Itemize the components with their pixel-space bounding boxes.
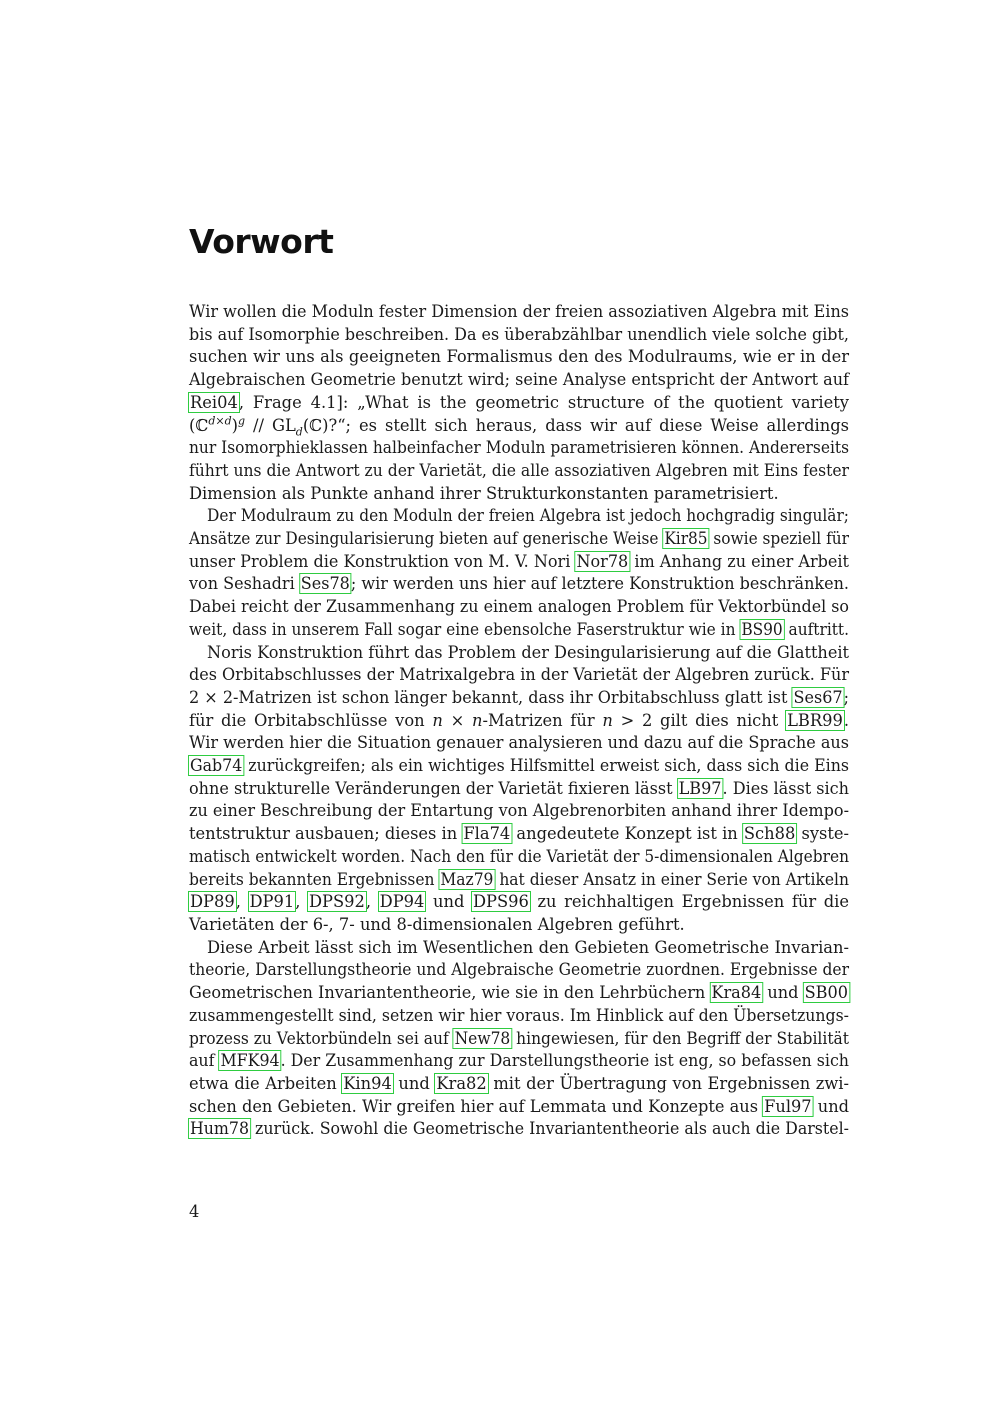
math-subscript: d [295,424,303,438]
text-line [189,1118,849,1141]
text-run: . Dies lässt sich [722,778,849,798]
text-line [189,1005,849,1028]
text-run: führt uns die Antwort zu der Varietät, die alle assoziativen Algebren mit Eins fester [189,460,849,480]
citation-link[interactable]: Sch88 [743,824,796,844]
text-run: matisch entwickelt worden. Nach den für die Varietät der 5-dimensionalen Algebren [189,846,849,866]
text-line [189,437,849,460]
text-line [189,982,849,1005]
math-text: (ℂ)?“ [302,415,346,435]
text-run: > 2 gilt dies nicht [612,710,787,730]
citation-link[interactable]: DPS96 [472,892,529,912]
text-line [189,619,849,642]
text-run: 2 × 2-Matrizen ist schon länger bekannt, dass ihr Orbitabschluss glatt ist [189,687,793,707]
text-run: Geometrischen Invariantentheorie, wie sie in den Lehrbüchern [189,983,711,1003]
text-line [189,891,849,914]
citation-link[interactable]: Fla74 [463,824,511,844]
citation-link[interactable]: LBR99 [787,710,843,730]
text-run: theorie, Darstellungstheorie und Algebraische Geometrie zuordnen. Ergebnisse der [189,960,849,980]
text-run: angedeutete Konzept ist in [511,824,743,844]
text-run: nur Isomorphieklassen halbeinfacher Moduln parametrisieren können. Andererseits [189,438,849,458]
text-run: für die Orbitabschlüsse von [189,710,433,730]
citation-link[interactable]: Gab74 [189,756,243,776]
text-run: Wir werden hier die Situation genauer analysieren und dazu auf die Sprache aus [189,733,849,753]
citation-link[interactable]: DP94 [379,892,425,912]
text-run: sowie speziell für [708,529,849,549]
text-line [189,1028,849,1051]
text-line [189,369,849,392]
paragraph [189,642,849,937]
text-line [189,914,849,937]
text-run: ; [843,687,849,707]
text-run: ohne strukturelle Veränderungen der Varietät fixieren lässt [189,778,678,798]
text-run: syste- [796,824,849,844]
citation-link[interactable]: LB97 [678,778,722,798]
citation-link[interactable]: BS90 [741,619,783,639]
citation-link[interactable]: DP91 [249,892,295,912]
text-run: ; wir werden uns hier auf letztere Konstruktion beschränken. [350,574,849,594]
text-run: zu einer Beschreibung der Entartung von Algebrenorbiten anhand ihrer Idempo- [189,801,849,821]
text-line [189,505,849,528]
page-number: 4 [189,1202,200,1221]
text-line [189,324,849,347]
text-run: Der Modulraum zu den Moduln der freien Algebra ist jedoch hochgradig singulär; [207,506,849,526]
citation-link[interactable]: Kir85 [664,529,708,549]
text-run: Ansätze zur Desingularisierung bieten auf generische Weise [189,529,664,549]
text-run: und [425,892,472,912]
paragraph [189,505,849,641]
text-line [189,778,849,801]
text-run: , [235,892,249,912]
text-line [189,1096,849,1119]
text-run: zurück. Sowohl die Geometrische Invariantentheorie als auch die Darstel- [249,1119,849,1139]
text-run: mit der Übertragung von Ergebnissen zwi- [487,1073,849,1093]
text-run: und [812,1096,849,1116]
text-line [189,483,849,506]
text-run: , Frage 4.1]: „What is the geometric structure of the quotient variety [238,392,849,412]
text-run: . [843,710,850,730]
text-run: -Matrizen für [482,710,603,730]
text-run: suchen wir uns als geeigneten Formalismus den des Modulraums, wie er in der [189,347,849,367]
citation-link[interactable]: Kra82 [436,1073,487,1093]
text-line [189,551,849,574]
text-line [189,937,849,960]
text-line [189,415,849,438]
text-run: unser Problem die Konstruktion von M. V. Nori [189,551,576,571]
math-text: ) [231,415,238,435]
text-run: zusammengestellt sind, setzen wir hier voraus. Im Hinblick auf den Übersetzungs- [189,1005,849,1025]
citation-link[interactable]: Maz79 [440,869,494,889]
paragraph [189,937,849,1141]
text-run: auftritt. [783,619,849,639]
chapter-title: Vorwort [189,222,334,261]
text-run: hat dieser Ansatz in einer Serie von Artikeln [494,869,849,889]
citation-link[interactable]: Kin94 [343,1073,392,1093]
text-line [189,800,849,823]
text-run: zu reichhaltigen Ergebnissen für die [529,892,850,912]
text-run: und [392,1073,436,1093]
text-run: auf [189,1051,220,1071]
math-italic: n × n [432,710,483,730]
preface-body [189,301,849,1141]
text-line [189,823,849,846]
text-line [189,1073,849,1096]
text-run: Noris Konstruktion führt das Problem der Desingularisierung auf die Glattheit [207,642,849,662]
text-run: bis auf Isomorphie beschreiben. Da es überabzählbar unendlich viele solche gibt, [189,324,849,344]
text-run: Varietäten der 6-, 7- und 8-dimensionalen Algebren geführt. [189,914,685,934]
text-run: weit, dass in unserem Fall sogar eine ebensolche Faserstruktur wie in [189,619,741,639]
text-run: von Seshadri [189,574,300,594]
citation-link[interactable]: Nor78 [576,551,629,571]
text-run: Diese Arbeit lässt sich im Wesentlichen den Gebieten Geometrische Invarian- [207,937,849,957]
text-line [189,346,849,369]
text-line [189,392,849,415]
text-line [189,732,849,755]
text-run: des Orbitabschlusses der Matrixalgebra in der Varietät der Algebren zurück. Für [189,665,849,685]
text-line [189,869,849,892]
text-run: prozess zu Vektorbündeln sei auf [189,1028,454,1048]
math-superscript: d×d [208,414,232,428]
citation-link[interactable]: SB00 [804,983,849,1003]
citation-link[interactable]: Rei04 [190,392,238,412]
text-line [189,642,849,665]
math-superscript: g [237,414,246,428]
text-line [189,596,849,619]
citation-link[interactable]: Hum78 [189,1119,250,1139]
text-run: Algebraischen Geometrie benutzt wird; seine Analyse entspricht der Antwort auf [189,370,849,390]
citation-link[interactable]: MFK94 [220,1051,280,1071]
text-line [189,573,849,596]
text-line [189,301,849,324]
text-run: im Anhang zu einer Arbeit [629,551,849,571]
citation-link[interactable]: Ful97 [764,1096,812,1116]
citation-link[interactable]: Ses78 [300,574,350,594]
text-run: . Der Zusammenhang zur Darstellungstheorie ist eng, so befassen sich [280,1051,849,1071]
text-run: Dimension als Punkte anhand ihrer Strukturkonstanten parametrisiert. [189,483,779,503]
math-italic: n [602,710,613,730]
math-text: (ℂ [189,415,209,435]
text-run: , [365,892,379,912]
text-run: Dabei reicht der Zusammenhang zu einem analogen Problem für Vektorbündel so [189,597,849,617]
text-line [189,460,849,483]
text-run: zurückgreifen; als ein wichtiges Hilfsmittel erweist sich, dass sich die Eins [243,756,849,776]
text-run: schen den Gebieten. Wir greifen hier auf Lemmata und Konzepte aus [189,1096,764,1116]
text-run: tentstruktur ausbauen; dieses in [189,824,463,844]
citation-link[interactable]: Ses67 [793,687,843,707]
citation-link[interactable]: Kra84 [711,983,762,1003]
text-line [189,664,849,687]
text-line [189,959,849,982]
text-line [189,755,849,778]
text-line [189,846,849,869]
text-line [189,528,849,551]
text-run: Wir wollen die Moduln fester Dimension der freien assoziativen Algebra mit Eins [189,302,849,321]
text-line [189,687,849,710]
text-run: etwa die Arbeiten [189,1073,343,1093]
text-run: hingewiesen, für den Begriff der Stabilität [511,1028,849,1048]
text-run: , [295,892,308,912]
citation-link[interactable]: DP89 [190,892,235,912]
text-line [189,1050,849,1073]
citation-link[interactable]: New78 [454,1028,511,1048]
text-line [189,710,849,733]
math-text: // GL [245,415,296,435]
paragraph [189,301,849,505]
text-run: bereits bekannten Ergebnissen [189,869,440,889]
citation-link[interactable]: DPS92 [309,892,365,912]
text-run: und [762,983,804,1003]
text-run: ; es stellt sich heraus, dass wir auf diese Weise allerdings [345,415,849,435]
